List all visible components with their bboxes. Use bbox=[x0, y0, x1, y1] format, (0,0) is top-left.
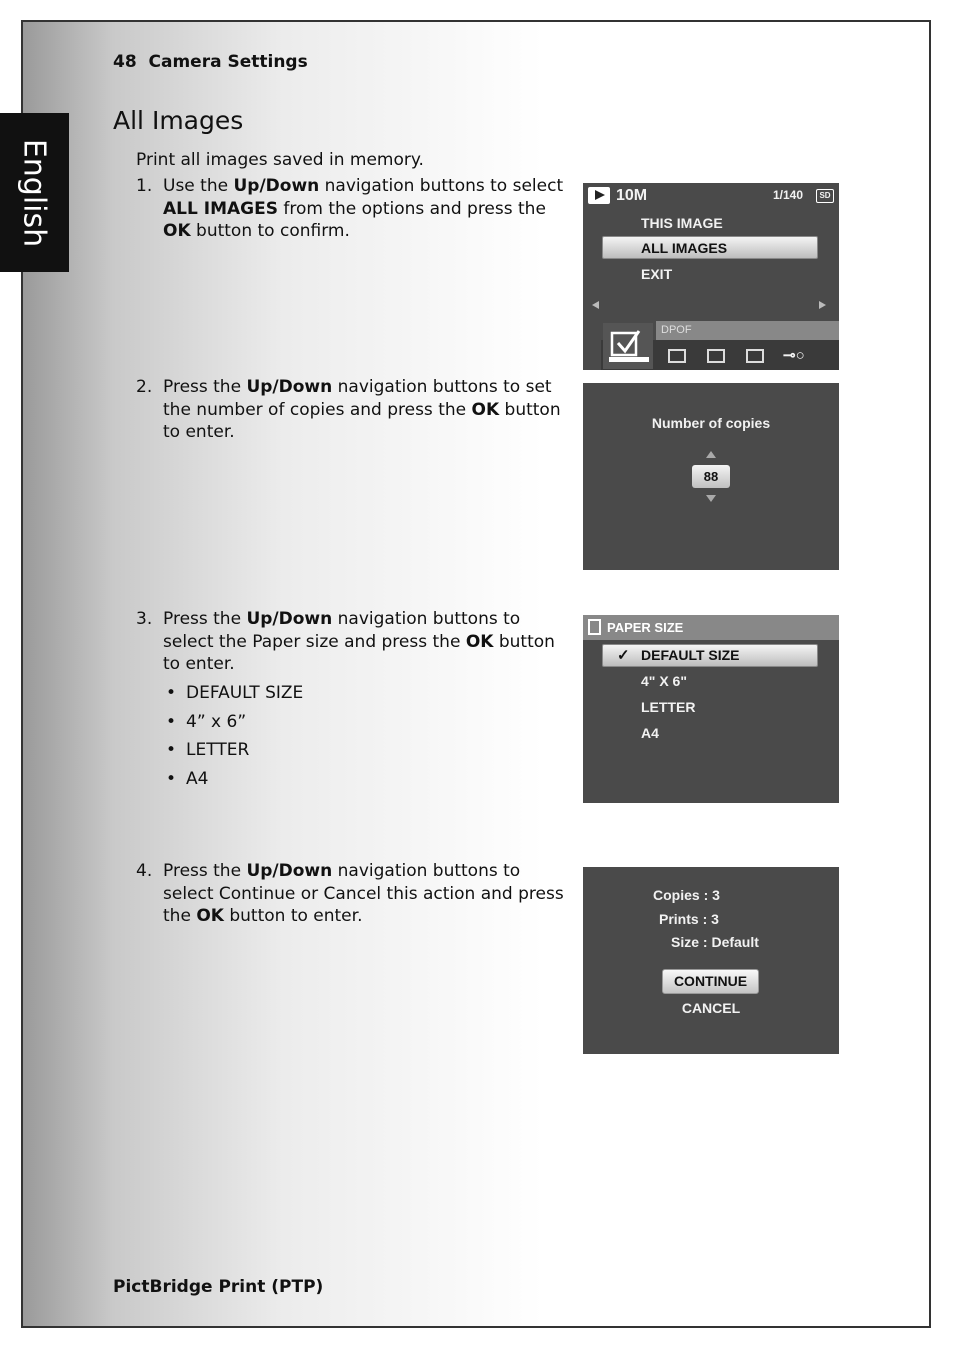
resolution-label: 10M bbox=[616, 187, 648, 204]
copies-summary: Copies : 3 bbox=[653, 887, 720, 903]
menu-item-all-images[interactable]: ALL IMAGES bbox=[641, 240, 728, 256]
cancel-button[interactable]: CANCEL bbox=[681, 1000, 741, 1016]
down-arrow-icon[interactable] bbox=[706, 495, 716, 502]
check-icon: ✓ bbox=[617, 647, 630, 664]
camera-screen-copies bbox=[583, 383, 839, 570]
step-bold: OK bbox=[471, 399, 500, 420]
page-footer: PictBridge Print (PTP) bbox=[113, 1277, 324, 1297]
rotate-icon bbox=[746, 349, 764, 363]
paper-size-list bbox=[166, 683, 303, 798]
step-text: navigation buttons to select bbox=[319, 176, 564, 196]
list-item: • A4 bbox=[166, 769, 303, 798]
dpof-label: DPOF bbox=[656, 321, 839, 340]
step-bold: Up/Down bbox=[246, 609, 333, 629]
step-2 bbox=[136, 376, 576, 444]
step-4 bbox=[136, 860, 576, 928]
step-1 bbox=[136, 175, 576, 243]
menu-item-this-image[interactable]: THIS IMAGE bbox=[641, 215, 723, 231]
resize-icon bbox=[707, 349, 725, 363]
step-bold: Up/Down bbox=[246, 861, 333, 881]
image-counter: 1/140 bbox=[773, 188, 804, 202]
language-tab bbox=[0, 113, 69, 272]
option-4x6[interactable]: 4" X 6" bbox=[641, 673, 687, 689]
step-bold: Up/Down bbox=[246, 377, 333, 397]
step-text: Press the bbox=[163, 377, 247, 397]
step-text: button to confirm. bbox=[190, 221, 350, 241]
list-item: • DEFAULT SIZE bbox=[166, 683, 303, 712]
step-text: navigation buttons to select the Paper size and press the bbox=[163, 609, 521, 652]
header-section: Camera Settings bbox=[148, 52, 308, 72]
step-bold: OK bbox=[196, 906, 224, 926]
size-summary: Size : Default bbox=[671, 934, 759, 950]
step-number: 2. bbox=[136, 377, 153, 397]
step-text: from the options and press the bbox=[277, 198, 546, 219]
step-text: Use the bbox=[163, 176, 234, 196]
page-number: 48 bbox=[113, 52, 137, 72]
up-arrow-icon[interactable] bbox=[706, 451, 716, 458]
step-bold: OK bbox=[163, 221, 191, 241]
copies-label: Number of copies bbox=[651, 415, 771, 431]
document-icon bbox=[588, 619, 601, 635]
camera-screen-confirm bbox=[583, 867, 839, 1054]
key-icon: ⊸○ bbox=[783, 347, 805, 364]
language-tab-label: English bbox=[16, 138, 52, 248]
option-a4[interactable]: A4 bbox=[641, 725, 659, 741]
copies-stepper[interactable]: 88 bbox=[692, 465, 730, 488]
option-letter[interactable]: LETTER bbox=[641, 699, 696, 715]
continue-button[interactable]: CONTINUE bbox=[662, 969, 759, 994]
step-bold: Up/Down bbox=[233, 176, 320, 196]
print-tab bbox=[603, 323, 653, 369]
intro-text: Print all images saved in memory. bbox=[136, 150, 424, 170]
list-item: • 4” x 6” bbox=[166, 712, 303, 741]
step-text: navigation buttons to select Continue or Cancel this action and press the bbox=[163, 861, 564, 926]
step-text: button to enter. bbox=[223, 906, 363, 926]
step-number: 4. bbox=[136, 861, 153, 881]
step-bold: ALL IMAGES bbox=[163, 198, 278, 219]
step-text: button to enter. bbox=[163, 631, 555, 674]
menu-item-exit[interactable]: EXIT bbox=[641, 266, 673, 282]
print-check-icon bbox=[603, 323, 653, 369]
list-item: • LETTER bbox=[166, 740, 303, 769]
step-number: 1. bbox=[136, 176, 153, 196]
step-text: button to enter. bbox=[163, 399, 561, 442]
step-3 bbox=[136, 608, 576, 676]
camera-screen-print-menu bbox=[583, 183, 839, 370]
step-text: Press the bbox=[163, 861, 247, 881]
step-text: Press the bbox=[163, 609, 247, 629]
paper-size-title: PAPER SIZE bbox=[607, 620, 684, 635]
page-header bbox=[113, 52, 308, 72]
playback-icon bbox=[588, 187, 610, 204]
arrow-right-icon bbox=[819, 301, 826, 309]
prints-summary: Prints : 3 bbox=[659, 911, 719, 927]
multi-image-icon bbox=[668, 349, 686, 363]
section-title: All Images bbox=[113, 106, 244, 135]
step-text: navigation buttons to set the number of copies and press the bbox=[163, 377, 552, 420]
paper-size-header bbox=[583, 615, 839, 640]
arrow-left-icon bbox=[592, 301, 599, 309]
step-number: 3. bbox=[136, 609, 153, 629]
option-default-size[interactable]: DEFAULT SIZE bbox=[641, 647, 740, 663]
camera-screen-paper-size bbox=[583, 615, 839, 803]
sd-card-icon: SD bbox=[816, 189, 834, 203]
step-bold: OK bbox=[465, 631, 494, 652]
